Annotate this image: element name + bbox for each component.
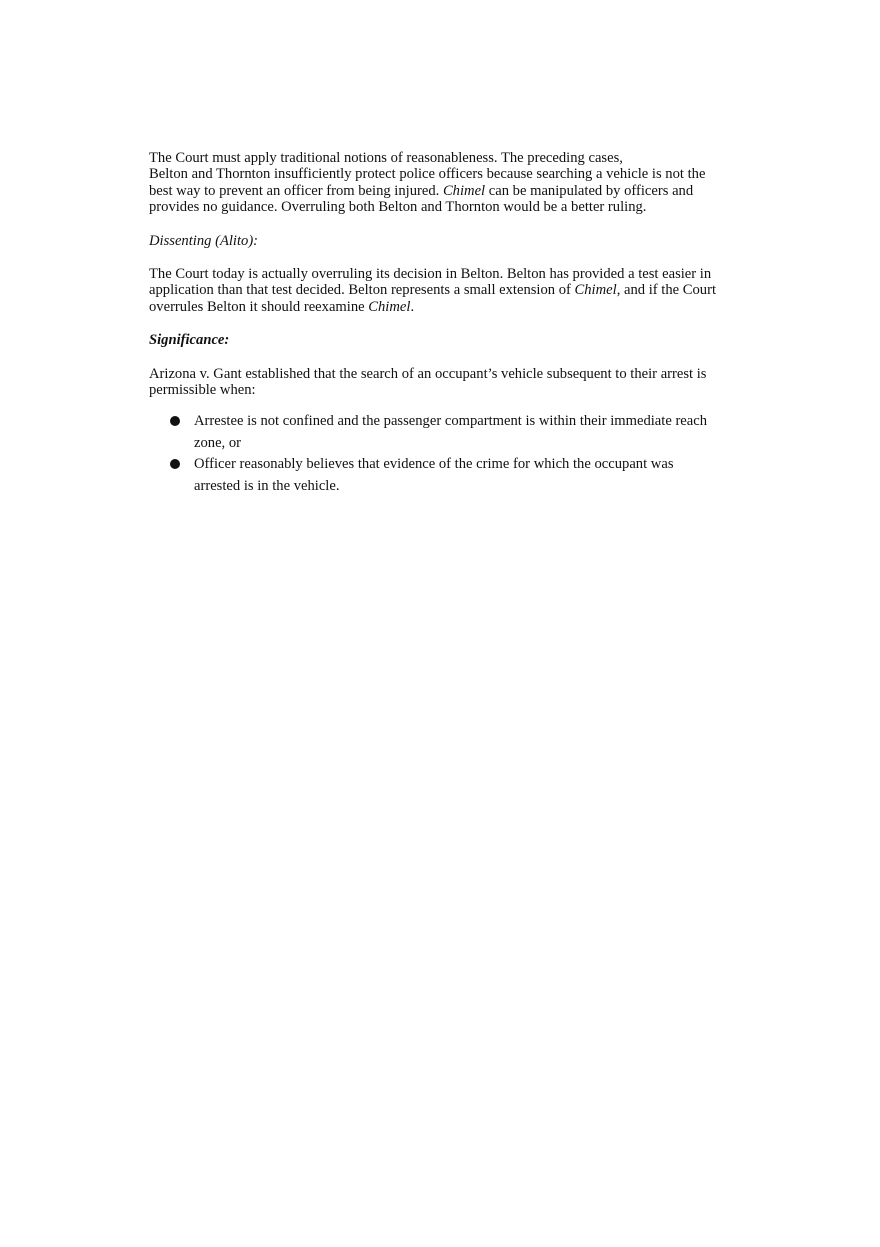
text-run: best way to prevent an officer from being injured. xyxy=(149,182,443,199)
case-name-italic: Chimel xyxy=(574,282,617,299)
court-reasoning-paragraph xyxy=(149,150,739,216)
text-run: , and if the Court xyxy=(616,282,717,299)
document-page xyxy=(149,150,739,497)
significance-paragraph xyxy=(149,366,739,399)
paragraph-line: The Court today is actually overruling its decision in Belton. Belton has provided a test easier in xyxy=(149,266,712,283)
text-run: application than that test decided. Belton represents a small extension of xyxy=(149,282,575,299)
conditions-list xyxy=(149,411,739,497)
text-run: can be manipulated by officers and xyxy=(485,182,694,199)
paragraph-line: permissible when: xyxy=(149,382,256,399)
paragraph-line xyxy=(149,183,739,199)
case-name-italic: Chimel xyxy=(442,182,486,199)
list-item-line: Officer reasonably believes that evidence of the crime for which the occupant was xyxy=(194,456,674,473)
case-name-italic: Chimel xyxy=(368,298,411,315)
paragraph-line xyxy=(149,299,739,315)
dissent-paragraph xyxy=(149,266,739,315)
list-item xyxy=(149,411,739,454)
significance-heading: Significance: xyxy=(149,332,230,349)
paragraph-line xyxy=(149,282,739,298)
text-run: overrules Belton it should reexamine xyxy=(149,298,369,315)
list-item-line: Arrestee is not confined and the passenger compartment is within their immediate reach xyxy=(194,413,708,430)
paragraph-line: provides no guidance. Overruling both Belton and Thornton would be a better ruling. xyxy=(149,199,647,216)
paragraph-line: Arizona v. Gant established that the search of an occupant’s vehicle subsequent to their arrest is xyxy=(149,365,707,382)
bullet-icon xyxy=(170,459,180,469)
text-run: . xyxy=(410,298,415,315)
list-item-line: zone, or xyxy=(194,434,242,451)
dissenting-heading: Dissenting (Alito): xyxy=(149,232,259,249)
bullet-icon xyxy=(170,416,180,426)
list-item-line: arrested is in the vehicle. xyxy=(194,477,340,494)
paragraph-line: Belton and Thornton insufficiently protect police officers because searching a vehicle is not the xyxy=(149,166,706,183)
paragraph-line: The Court must apply traditional notions of reasonableness. The preceding cases, xyxy=(149,150,623,166)
list-item xyxy=(149,454,739,497)
